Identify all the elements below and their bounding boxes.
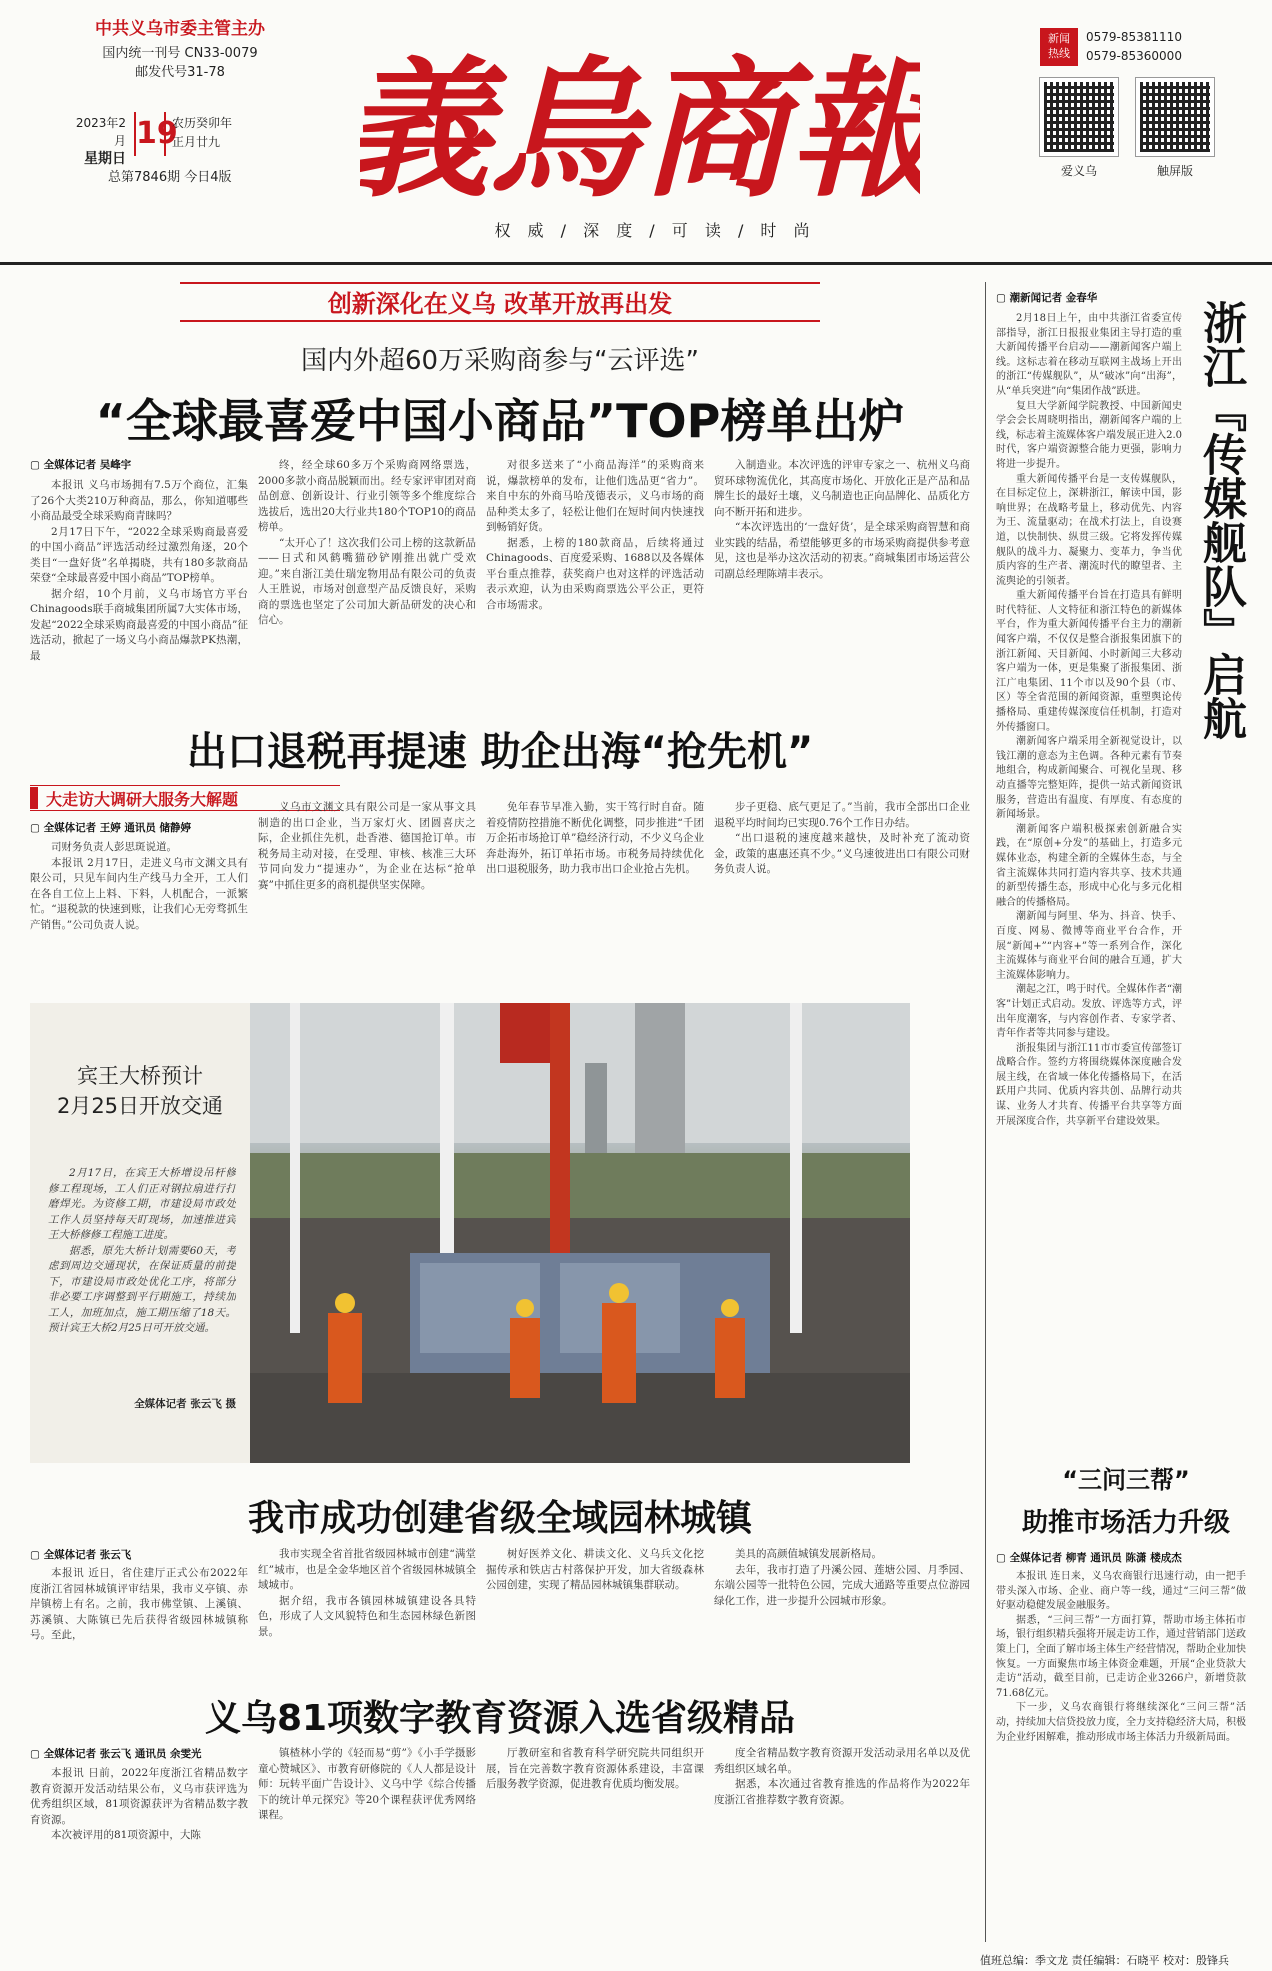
article2-col1 [30,840,248,990]
paragraph: “太开心了！这次我们公司上榜的这款新品——日式和风鹤嘴猫砂铲刚推出就广受欢迎。”来自浙江美仕瑞宠物用品有限公司的负责人王胜说，市场对创意型产品反馈良好，采购商的票选也坚定了公司加大新品研发的决心和信心。 [258,536,476,626]
photo-title-1: 宾王大桥预计 [77,1064,203,1088]
paragraph: 复旦大学新闻学院教授、中国新闻史学会会长周晓明指出，潮新闻客户端的上线，标志着主流媒体客户端发展正进入2.0时代，客户端资源整合能力更强，影响力将进一步提升。 [996,400,1182,470]
article3-col4 [714,1547,970,1660]
sidebar-text-2 [996,1570,1246,1942]
paragraph: 本次被评用的81项资源中，大陈 [51,1829,201,1841]
article3-col2 [258,1547,476,1660]
masthead-divider [0,262,1272,265]
paragraph: 美具的高颜值城镇发展新格局。 [735,1548,882,1560]
paragraph: 重大新闻传播平台旨在打造具有鲜明时代特征、人文特征和浙江特色的新媒体平台，作为重大新闻传播平台主力的潮新闻客户端，不仅仅是整合浙报集团旗下的浙江新闻、天目新闻、小时新闻三大移动客户端为一体，更是集聚了浙报集团、浙江广电集团、11个市以及90个县（市、区）等全省范围的新闻资源，重塑舆论传播格局、重建传媒深度信任机制，打造对外传播窗口。 [996,590,1182,733]
article4-byline [30,1746,202,1761]
logo-text: 義烏商報 [360,42,920,214]
paragraph: 潮新闻客户端积极探索创新融合实践，在“原创+分发”的基础上，打造多元媒体业态，构建全新的全媒体生态，与全省主流媒体共同打造内容共享、技术共通的新型传播生态，形成中心化与多元化相融合的传播格局。 [996,823,1182,908]
paragraph: 去年，我市打造了丹溪公园、莲塘公园、月季园、东端公园等一批特色公园，完成大通路等重要点位游园绿化工作，进一步提升公园城市形象。 [714,1563,970,1607]
phone-1: 0579-85381110 [1086,30,1182,44]
column-tag-text: 大走访大调研大服务大解题 [46,789,239,809]
article1-col1 [30,478,248,708]
paragraph: 据介绍，10个月前，义乌市场官方平台Chinagoods联手商城集团所属7大实体市场，发起“2022全球采购商最喜爱的中国小商品”征选活动，掀起了一场义乌小商品爆款PK热潮，最 [30,587,248,662]
paragraph: 据介绍，我市各镇园林城镇建设各具特色，形成了人文风貌特色和生态园林绿色新图景。 [258,1594,476,1638]
sidebar-vertical-title: 浙江『传媒舰队』启航 [1195,300,1246,740]
paragraph: 2月17日，在宾王大桥增设吊杆修修工程现场，工人们正对钢拉扇进行打磨焊光。为资修工期，市建设局市政处工作人员坚持每天盯现场，加速推进宾王大桥修修工程施工进度。 [48,1167,236,1241]
paragraph: 对很多送来了“小商品海洋”的采购商来说，爆款榜单的发布，让他们选品更“省力”。来自中东的外商马哈茂德表示，义乌市场的商品种类太多了，轻松让他们在短时间内快速找到畅销好货。 [486,459,704,533]
issue-number: 总第7846期 今日4版 [108,170,232,185]
photo-caption [48,1166,236,1396]
article1-kicker: 国内外超60万采购商参与“云评选” [300,346,700,376]
article4-col1 [30,1766,248,1946]
byline-text: 潮新闻记者 金春华 [1009,292,1098,304]
paragraph: 终，经全球60多万个采购商网络票选，2000多款小商品脱颖而出。经专家评审团对商品创意、创新设计、行业引领等多个维度综合选拔后，选出20大行业共180个TOP10的商品榜单。 [258,459,476,533]
sidebar-byline [996,290,1097,305]
article2-col2 [258,800,476,990]
paragraph: 树好医养文化、耕读文化、义乌兵文化挖掘传承和铁店古村落保护开发，加大省级森林公园创建，实现了精品园林城镇集群联动。 [486,1548,704,1591]
paragraph: “本次评选出的‘一盘好货’，是全球采购商智慧和商业实践的结晶，希望能够更多的市场采购商提供参考意见，这也是举办这次活动的初衷。”商城集团市场运营公司副总经理陈靖丰表示。 [714,521,970,580]
article1-headline: “全球最喜爱中国小商品”TOP榜单出炉 [95,394,905,448]
hotline-box [1040,28,1214,179]
byline-icon: ▢ [30,1748,44,1760]
paragraph: 据悉，原先大桥计划需要60天，考虑到周边交通现状，在保证质量的前提下，市建设局市政处优化工序，将部分非必要工序调整到平行期施工，持续加工人，加班加点，施工期压缩了18天。预计宾王大桥2月25日可开放交通。 [48,1244,236,1334]
article1-col3 [486,458,704,708]
hotline-badge: 新闻 热线 [1040,28,1078,66]
paragraph: 司财务负责人彭思斑说道。 [51,841,177,853]
article3-headline: 我市成功创建省级全域园林城镇 [247,1498,752,1539]
paragraph: 本报讯 日前，2022年度浙江省精品数字教育资源开发活动结果公布，义乌市获评选为优秀组织区域，81项资源获评为省精品数字教育资源。 [30,1767,248,1826]
article3-byline [30,1547,131,1562]
byline-text: 全媒体记者 吴峰宇 [43,459,132,471]
paragraph: 浙报集团与浙江11市市委宣传部签订战略合作。签约方将围绕媒体深度融合发展主线，在省域一体化传播格局下，在活跃用户共同、优质内容共创、品牌行动共谋、业务人才共育、传播平台共享等方面开展深度合作，共享新平台建设效果。 [996,1042,1182,1127]
section-banner: 创新深化在义乌 改革开放再出发 [180,282,820,322]
article4-col4 [714,1746,970,1946]
sidebar-subhead-2: 助推市场活力升级 [1021,1508,1230,1538]
masthead-info [70,14,290,82]
paragraph: 重大新闻传播平台是一支传媒舰队，在目标定位上，深耕浙江，解读中国，影响世界；在战略考量上，移动优先、内容为王、流量驱动；在战术打法上，自设赛道，以快制快、纵贯三级。它将发挥传媒舰队的战斗力、凝聚力、变革力，争当优质内容的生产者、潮流时代的瞭望者、主流舆论的引领者。 [996,473,1182,587]
footer-credits: 值班总编：季文龙 责任编辑：石晓平 校对：殷锋兵 [980,1954,1229,1967]
byline-text: 全媒体记者 王婷 通讯员 储静婷 [43,822,192,834]
paragraph: 镇楂林小学的《轻而易“剪”》《小手学摄影 童心赞城区》、市教育研修院的《人人都是设计师：玩转平面广告设计》、义乌中学《综合传播下的统计单元探究》等20个课程获评优秀网络课程。 [258,1747,476,1821]
weekday: 星期日 [84,151,126,167]
paragraph: 本报讯 义乌市场拥有7.5万个商位，汇集了26个大类210万种商品，那么，你知道哪些小商品最受全球采购商青睐吗？ [30,479,248,522]
paragraph: 据悉，本次通过省教育推选的作品将作为2022年度浙江省推荐数字教育资源。 [714,1778,970,1806]
sidebar-subhead-1: “三问三帮” [1062,1466,1190,1494]
qr-label-1: 爱义乌 [1060,164,1097,178]
paragraph: 免年春节早准入勤，实干笃行时自奋。随着疫情防控措施不断优化调整，同步推进“千团万企拓市场抢订单”稳经济行动，不少义乌企业奔赴海外，拓订单拓市场。市税务局持续优化出口退税服务，助力我市出口企业抢占先机。 [486,801,704,875]
paragraph: 2月17日下午，“2022全球采购商最喜爱的中国小商品”评选活动经过激烈角逐，20个类目“一盘好货”名单揭晓，共有180多款商品荣登“全球最喜爱中国小商品”TOP榜单。 [30,525,248,584]
paragraph: 本报讯 2月17日，走进义乌市文渊文具有限公司，只见车间内生产线马力全开，工人们在各自工位上上料、下料，人机配合，一派繁忙。“退税款的快速到账，让我们心无旁骛抓生产销售。”公司负责人说。 [30,856,248,931]
byline-icon: ▢ [996,1552,1010,1564]
lunar-day: 正月廿九 [172,135,221,149]
tag-bar [30,787,38,809]
paragraph: 入制造业。本次评选的评审专家之一、杭州义乌商贸环球物流优化，其高度市场化、开放化正是产品和品牌生长的最好土壤，义乌制造也正向品牌化、品质化方向不断开拓和进步。 [714,459,970,518]
byline-text: 全媒体记者 张云飞 [43,1549,132,1561]
paragraph: 本报讯 近日，省住建厅正式公布2022年度浙江省园林城镇评审结果，我市义亭镇、赤岸镇榜上有名。之前，我市佛堂镇、上溪镇、苏溪镇、大陈镇已先后获得省级园林城镇称号。至此， [30,1567,248,1641]
year-month: 2023年2月 [75,116,126,148]
article1-col2 [258,458,476,708]
article1-byline [30,457,131,472]
qr-code-icon[interactable] [1136,78,1214,156]
photo-title-2: 2月25日开放交通 [56,1094,224,1118]
sidebar-byline-2 [996,1550,1182,1565]
sidebar-text [996,312,1182,1402]
byline-icon: ▢ [30,822,44,834]
paragraph: 2月18日上午，由中共浙江省委宣传部指导，浙江日报报业集团主导打造的重大新闻传播平台启动——潮新闻客户端上线。这标志着在移动互联网主战场上开出的浙江“传媒舰队”，从“破冰”向“出海”，从“单兵突进”向“集团作战”跃进。 [996,313,1182,397]
paragraph: 潮新闻客户端采用全新视觉设计，以钱江潮的意态为主色调。各种元素有节奏地组合，构成新闻聚合、可视化呈现、移动直播等完整矩阵，提供一站式新闻资讯服务，营造出有温度、有厚度、有态度的新闻场景。 [996,736,1182,821]
byline-icon: ▢ [996,292,1010,304]
date-box [72,112,302,167]
sidebar-divider [985,282,986,1942]
qr-label-2: 触屏版 [1156,164,1193,178]
paragraph: 据悉，上榜的180款商品，后续将通过Chinagoods、百度爱采购、1688以及各媒体平台重点推荐，获奖商户也对这样的评选活动表示欢迎，认为由采购商票选公平公正，更符合市场需求。 [486,536,704,611]
byline-text: 全媒体记者 张云飞 通讯员 余雯光 [43,1748,202,1760]
cn-number: 国内统一刊号 CN33-0079 [102,46,258,61]
article3-col3 [486,1547,704,1660]
article4-col3 [486,1746,704,1946]
byline-icon: ▢ [30,459,44,471]
article2-headline: 出口退税再提速 助企出海“抢先机” [186,729,814,775]
paragraph: 义乌市文渊文具有限公司是一家从事文具制造的出口企业，当万家灯火、团圆喜庆之际，企业抓住先机，赴香港、德国抢订单。市税务局主动对接，在受理、审核、核准三大环节同向发力“提速办”，为企业在达标“抢单赛”中抓住更多的商机提供坚实保障。 [258,801,476,891]
paragraph: 潮起之江，鸣于时代。全媒体作者“潮客”计划正式启动。发放、评选等方式，评出年度潮客，与内容创作者、专家学者、青年作者等共同参与建设。 [996,984,1182,1040]
day-number: 19 [134,112,166,156]
paragraph: 据悉，“三问三帮”一方面打算，帮助市场主体拓市场，银行组织精兵强将开展走访工作，通过营销部门送政策上门，全面了解市场主体生产经营情况，帮助企业加快恢复。一方面聚焦市场主体资金难题，开展“企业贷款大走访”活动，截至目前，已走访企业3266户，新增贷款71.68亿元。 [996,1614,1246,1699]
paragraph: “出口退税的速度越来越快，及时补充了流动资金，政策的惠惠还真不少。”义乌速彼进出口有限公司财务负责人说。 [714,832,970,875]
lunar-year: 农历癸卯年 [172,116,233,130]
article2-col3 [486,800,704,990]
sponsor-text: 中共义乌市委主管主办 [95,19,265,39]
paragraph: 我市实现全省首批省级园林城市创建“满堂红”城市，也是全金华地区首个省级园林城镇全域城市。 [258,1548,476,1591]
phone-2: 0579-85360000 [1086,49,1182,63]
qr-code-icon[interactable] [1040,78,1118,156]
byline-icon: ▢ [30,1549,44,1561]
byline-text: 全媒体记者 柳青 通讯员 陈潇 楼成杰 [1009,1552,1182,1564]
paragraph: 潮新闻与阿里、华为、抖音、快手、百度、网易、微博等商业平台合作，开展“新闻+”“内容+”等一系列合作，深化主流媒体与商业平台间的融合互通，扩大主流媒体影响力。 [996,911,1182,981]
article1-col4 [714,458,970,708]
article2-byline [30,820,191,835]
paragraph: 厅教研室和省教育科学研究院共同组织开展，旨在完善数字教育资源体系建设，丰富课后服务教学资源，促进教育优质均衡发展。 [486,1747,704,1790]
paragraph: 步子更稳、底气更足了。”当前，我市全部出口企业退税平均时间均已实现0.76个工作日办结。 [714,801,970,829]
bridge-construction-photo [250,1003,910,1463]
paragraph: 下一步，义乌农商银行将继续深化“三问三帮”活动，持续加大信贷投放力度，全力支持稳经济大局，积极为企业纾困解难，推动形成市场主体活力升级新局面。 [996,1702,1246,1743]
slogan: 权 威 / 深 度 / 可 读 / 时 尚 [494,221,816,240]
article2-col4 [714,800,970,990]
photo-credit: 全媒体记者 张云飞 摄 [134,1398,236,1410]
photo-caption-box [30,1003,250,1463]
paragraph: 度全省精品数字教育资源开发活动录用名单以及优秀组织区域名单。 [714,1747,970,1775]
article4-headline: 义乌81项数字教育资源入选省级精品 [204,1698,796,1739]
article3-col1 [30,1566,248,1660]
article4-col2 [258,1746,476,1946]
paragraph: 本报讯 连日来，义乌农商银行迅速行动，由一把手带头深入市场、企业、商户等一线，通过“三问三帮”做好驱动稳健发展金融服务。 [996,1571,1246,1612]
postal-code: 邮发代号31-78 [135,65,225,80]
newspaper-logo [360,14,920,214]
